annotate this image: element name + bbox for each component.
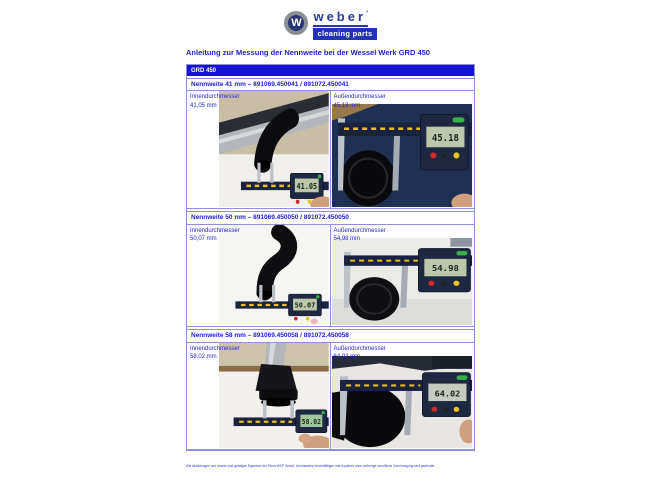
measurement-value: 54,98 mm [333, 236, 361, 243]
photo-cell-inner-50 [187, 225, 331, 326]
photo-row-41 [187, 91, 474, 209]
section-header-41: Nennweite 41 mm – 891069.450041 / 891072.450041 [187, 78, 474, 92]
photo-cell-inner-58 [187, 343, 331, 449]
measurement-caption [190, 93, 240, 109]
caliper-display-value: 41.05 [296, 182, 317, 192]
section-header-58: Nennweite 58 mm – 891069.450058 / 891072.450058 [187, 329, 474, 343]
measurement-caption [334, 227, 386, 243]
weber-logo [186, 10, 475, 40]
caliper-display-value: 58.02 [301, 418, 321, 427]
measurement-table [186, 64, 475, 451]
measurement-label: Außendurchmesser [333, 94, 386, 101]
caliper-photo [332, 356, 473, 448]
photo-outer-diameter-50 [332, 238, 473, 325]
measurement-label: Innendurchmesser [190, 346, 240, 353]
copyright-notice: Alle Abbildungen und Inhalte sind geistiges Eigentum der Firma WCP GmbH. Unerlaubtes Vervielfältigen und Kopieren ohne vorherige schriftliche Genehmigung wird geahndet. [186, 463, 436, 468]
caliper-photo [332, 104, 473, 207]
caliper-display-value: 54.98 [431, 263, 459, 274]
measurement-caption [334, 345, 386, 361]
photo-outer-diameter-41 [332, 104, 473, 207]
page-title: Anleitung zur Messung der Nennweite bei der Wessel Werk GRD 450 [186, 47, 430, 57]
measurement-value: 64,02 mm [333, 354, 361, 361]
measurement-label: Innendurchmesser [190, 94, 240, 101]
document-content [186, 10, 475, 451]
caliper-photo [332, 238, 473, 325]
logo-brand: weber’ [313, 10, 368, 27]
measurement-caption [190, 227, 240, 243]
photo-cell-outer-58 [331, 343, 475, 449]
caliper-display-value: 50.07 [294, 301, 316, 310]
measurement-label: Außendurchmesser [333, 228, 386, 235]
logo-monogram-icon [284, 11, 308, 35]
photo-cell-outer-41 [331, 91, 475, 208]
measurement-value: 41,05 mm [190, 102, 217, 109]
photo-row-50 [187, 225, 474, 327]
measurement-value: 58,02 mm [190, 354, 217, 361]
logo-text [313, 10, 376, 40]
photo-cell-inner-41 [187, 91, 331, 208]
measurement-label: Außendurchmesser [333, 346, 386, 353]
logo-tagline: cleaning parts [313, 28, 376, 40]
measurement-value: 45,18 mm [333, 102, 361, 109]
caliper-display-value: 45.18 [431, 134, 459, 145]
section-header-50: Nennweite 50 mm – 891069.450050 / 891072.450050 [187, 211, 474, 225]
caliper-display-value: 64.02 [434, 388, 460, 399]
measurement-label: Innendurchmesser [190, 228, 240, 235]
logo-trademark: ’ [366, 10, 368, 18]
photo-cell-outer-50 [331, 225, 475, 326]
measurement-caption [190, 345, 240, 361]
measurement-caption [334, 93, 386, 109]
measurement-value: 50,07 mm [190, 236, 217, 243]
photo-outer-diameter-58 [332, 356, 473, 448]
logo-monogram: W [291, 16, 302, 29]
photo-row-58 [187, 343, 474, 450]
table-header-bar: GRD 450 [187, 65, 474, 76]
